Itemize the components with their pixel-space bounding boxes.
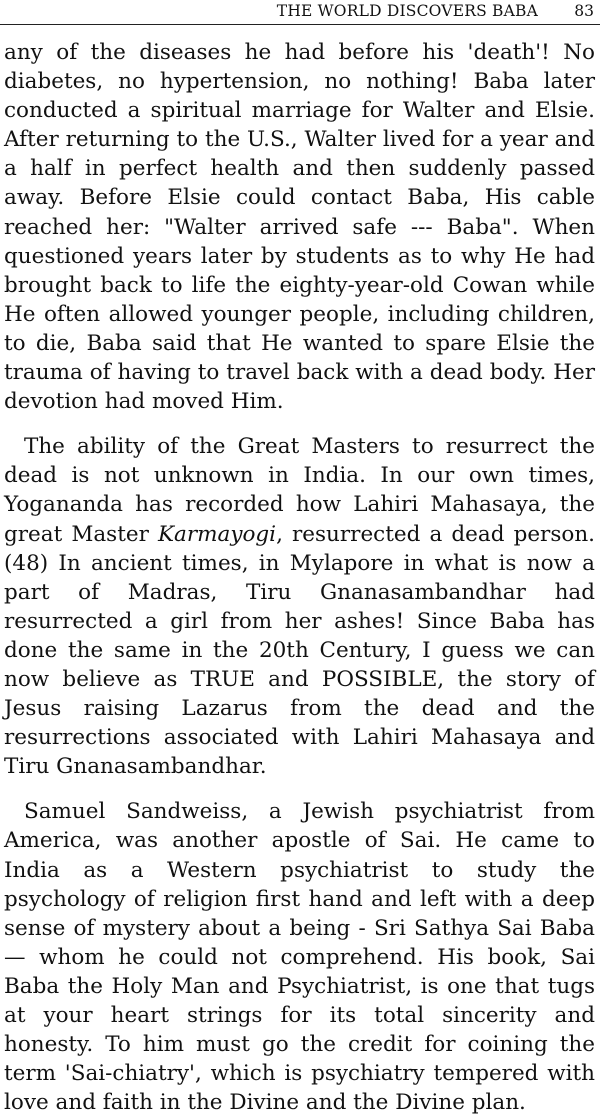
- paragraph-continuation: any of the diseases he had before his 'death'! No diabetes, no hypertension, no nothing! Baba later conducted a spiritual marriage for Walter and Elsie. After returning to the U.S., Walter lived for a year and a half in perfect health and then suddenly passed away. Before Elsie could contact Baba, His cable reached her: "Walter arrived safe --- Baba". When questioned years later by students as to why He had brought back to life the eighty-year-old Cowan while He often allowed younger people, including children, to die, Baba said that He wanted to spare Elsie the trauma of having to travel back with a dead body. Her devotion had moved Him.: [4, 40, 595, 415]
- paragraph-resurrection: [4, 432, 595, 781]
- paragraph-sandweiss: Samuel Sandweiss, a Jewish psychiatrist from America, was another apostle of Sai. He came to India as a Western psychiatrist to study the psychology of religion first hand and left with a deep sense of mystery about a being - Sri Sathya Sai Baba — whom he could not comprehend. His book, Sai Baba the Holy Man and Psychiatrist, is one that tugs at your heart strings for its total sincerity and honesty. To him must go the credit for coining the term 'Sai-chiatry', which is psychiatry tempered with love and faith in the Divine and the Divine plan.: [4, 799, 595, 1116]
- page-number: 83: [574, 2, 594, 20]
- italic-term: Karmayogi: [157, 521, 277, 547]
- running-head-title: THE WORLD DISCOVERS BABA: [276, 2, 538, 20]
- running-header: [0, 0, 600, 25]
- page-body: [4, 38, 595, 1117]
- paragraph-text-part: The ability of the Great Masters to resurrect the dead is not unknown in India. In our own times, Yogananda has recorded how Lahiri Mahasaya, the great Master: [4, 434, 595, 547]
- paragraph-text-part: , resurrected a dead person.(48) In ancient times, in Mylapore in what is now a part of Madras, Tiru Gnanasambandhar had resurrected a girl from her ashes! Since Baba has done the same in the 20th Century, I guess we can now believe as TRUE and POSSIBLE, the story of Jesus raising Lazarus from the dead and the resurrections associated with Lahiri Mahasaya and Tiru Gnanasambandhar.: [4, 521, 595, 780]
